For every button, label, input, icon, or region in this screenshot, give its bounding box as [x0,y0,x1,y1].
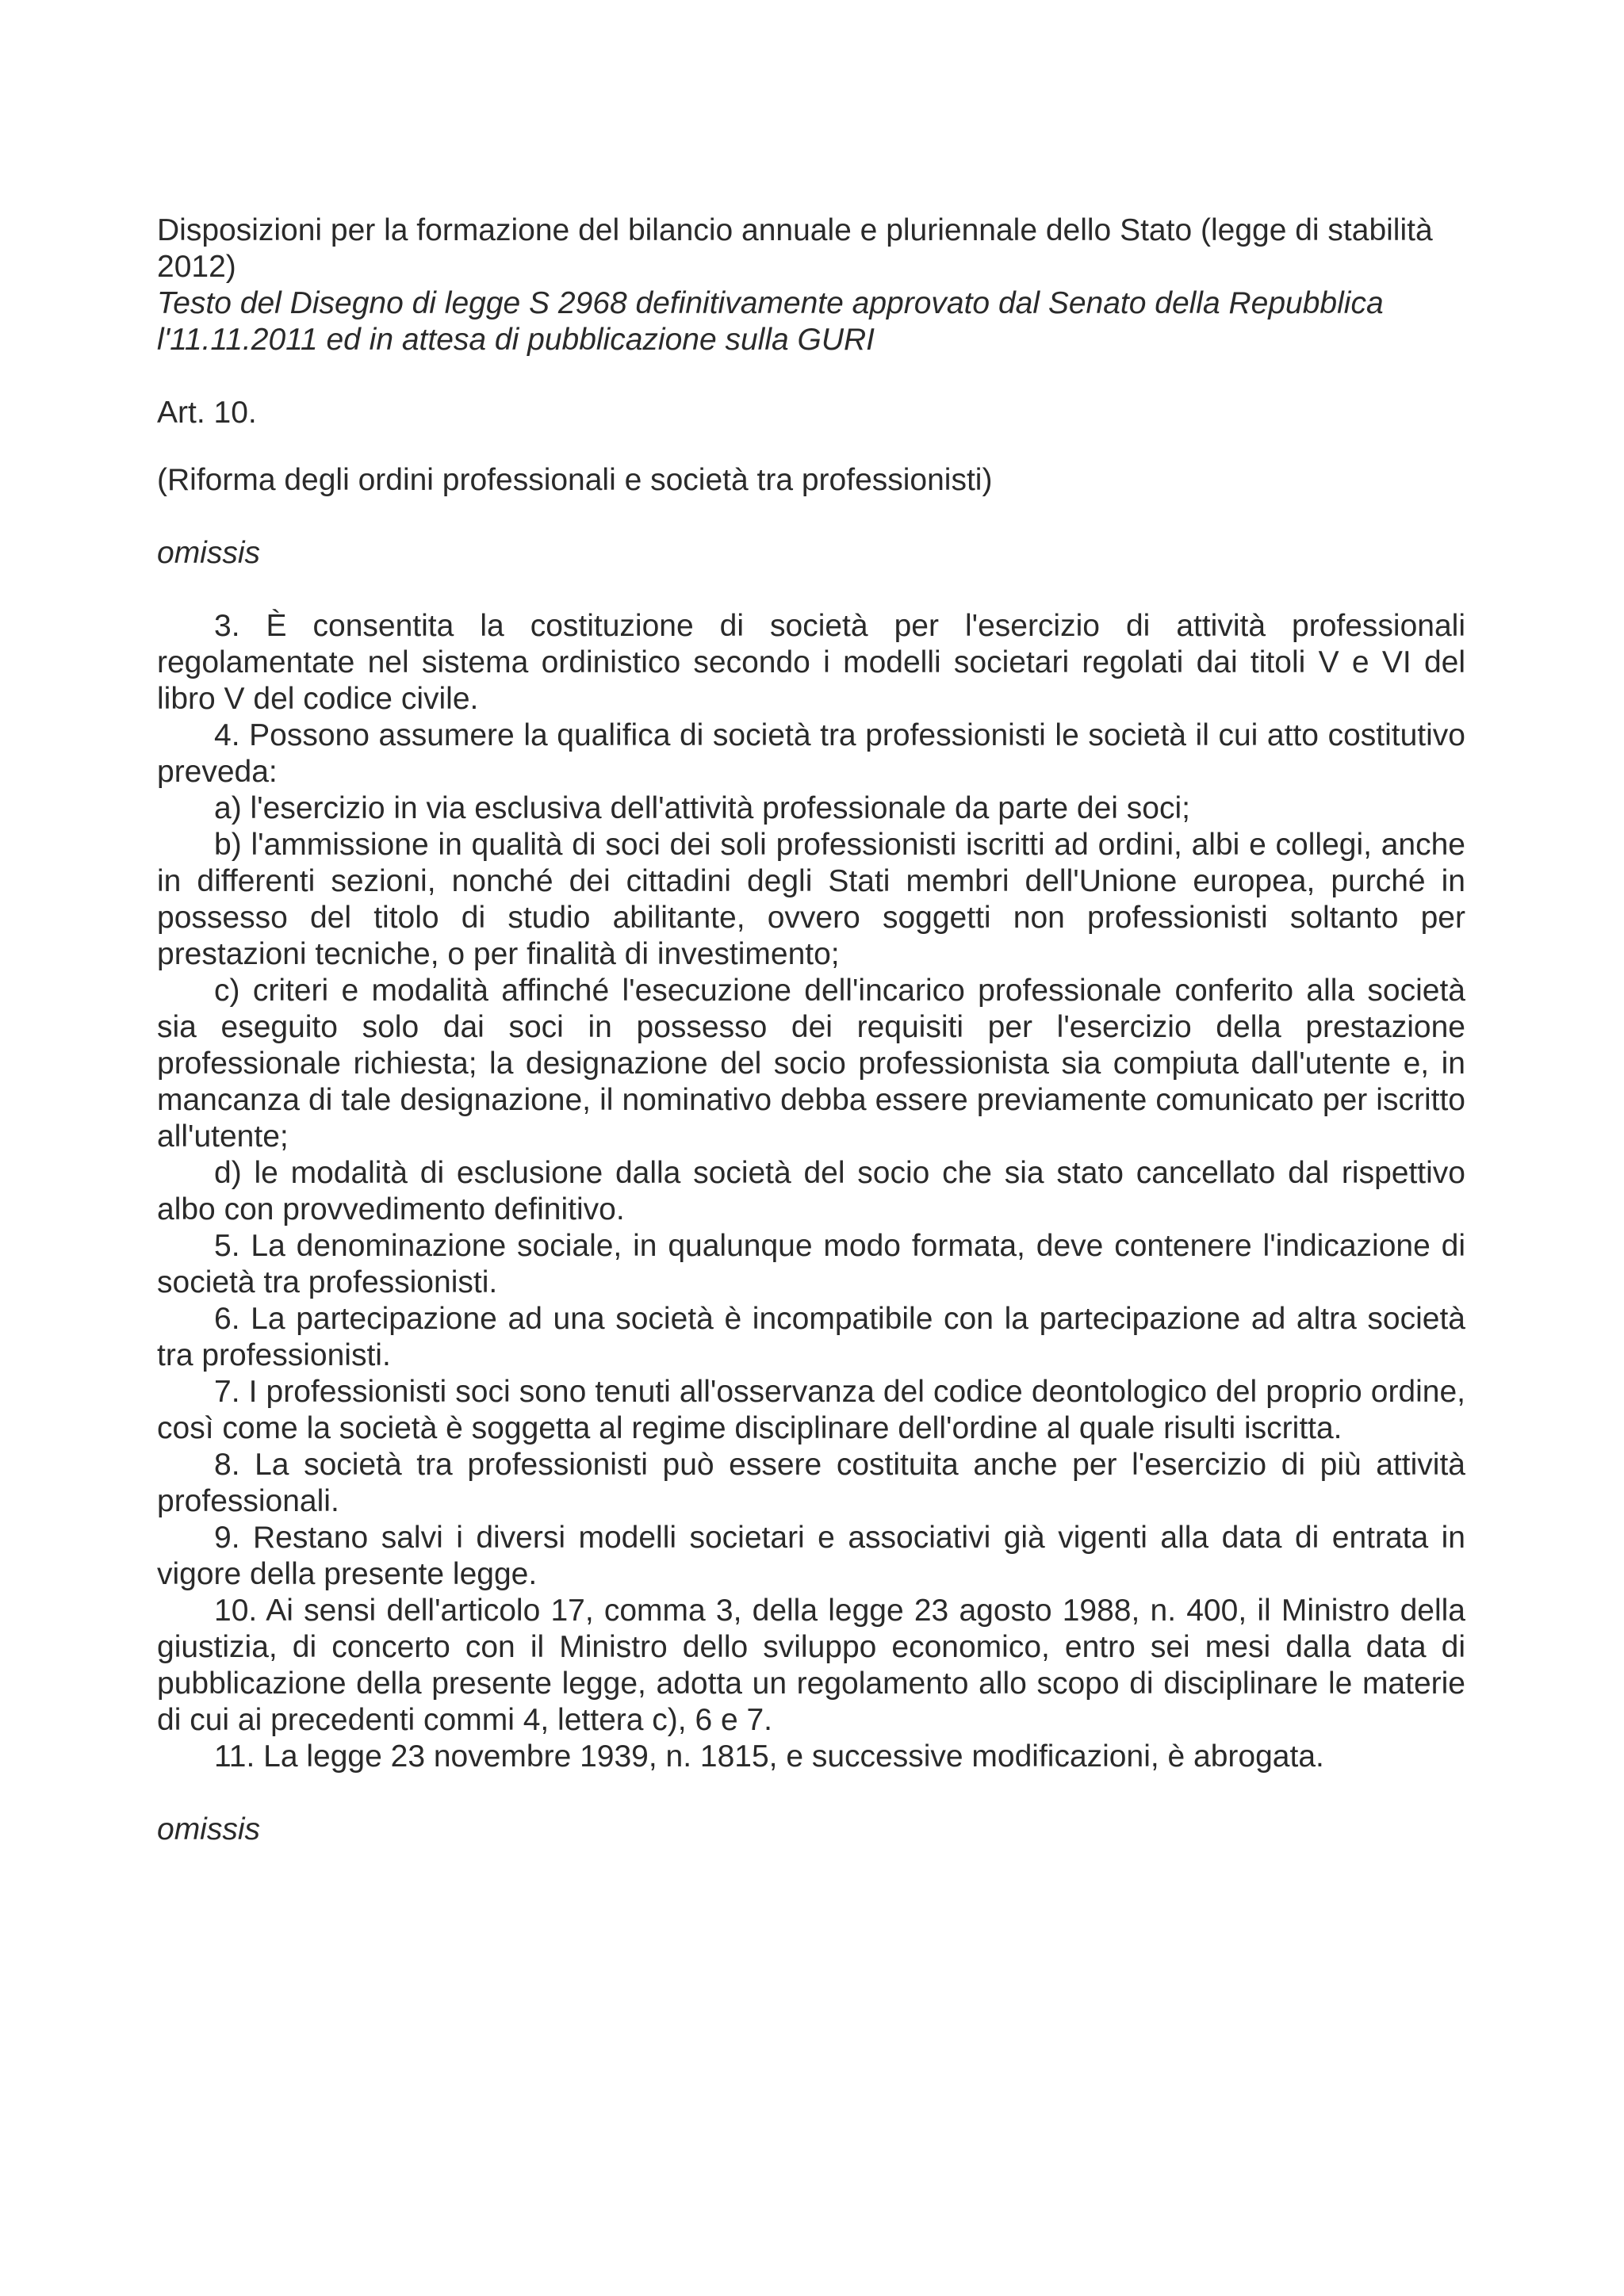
comma-4: 4. Possono assumere la qualifica di società tra professionisti le società il cui atto costitutivo preveda: [157,718,1465,789]
comma-7: 7. I professionisti soci sono tenuti all'osservanza del codice deontologico del proprio ordine, così come la società è soggetta al regime disciplinare dell'ordine al quale risulti iscritta. [157,1375,1465,1445]
comma-5: 5. La denominazione sociale, in qualunque modo formata, deve contenere l'indicazione di società tra professionisti. [157,1229,1465,1299]
comma-11: 11. La legge 23 novembre 1939, n. 1815, e successive modificazioni, è abrogata. [214,1739,1324,1774]
comma-9: 9. Restano salvi i diversi modelli societari e associativi già vigenti alla data di entrata in vigore della presente legge. [157,1521,1465,1591]
article-heading: (Riforma degli ordini professionali e società tra professionisti) [157,463,993,497]
comma-10: 10. Ai sensi dell'articolo 17, comma 3, della legge 23 agosto 1988, n. 400, il Ministro della giustizia, di concerto con il Ministro dello sviluppo economico, entro sei mesi dalla data di pubblicazione della presente legge, adotta un regolamento allo scopo di disciplinare le materie di cui ai precedenti commi 4, lettera c), 6 e 7. [157,1594,1465,1737]
lettera-d: d) le modalità di esclusione dalla società del socio che sia stato cancellato dal rispettivo albo con provvedimento definitivo. [157,1156,1465,1226]
comma-3: 3. È consentita la costituzione di società per l'esercizio di attività professionali regolamentate nel sistema ordinistico secondo i modelli societari regolati dai titoli V e VI del libro V del codice civile. [157,609,1465,716]
document-subtitle: Testo del Disegno di legge S 2968 definitivamente approvato dal Senato della Repubblica l'11.11.2011 ed in attesa di pubblicazione sulla GURI [157,286,1384,357]
comma-8: 8. La società tra professionisti può essere costituita anche per l'esercizio di più attività professionali. [157,1448,1465,1518]
article-heading-block [157,395,1465,499]
omissis-bottom: omissis [157,1812,261,1846]
lettera-a: a) l'esercizio in via esclusiva dell'attività professionale da parte dei soci; [214,791,1190,825]
document-title: Disposizioni per la formazione del bilancio annuale e pluriennale dello Stato (legge di stabilità 2012) [157,213,1433,284]
article-number: Art. 10. [157,396,257,430]
document-header [157,212,1465,358]
lettera-b: b) l'ammissione in qualità di soci dei soli professionisti iscritti ad ordini, albi e collegi, anche in differenti sezioni, nonché dei cittadini degli Stati membri dell'Unione europea, purché in possesso del titolo di studio abilitante, ovvero soggetti non professionisti soltanto per prestazioni tecniche, o per finalità di investimento; [157,828,1465,971]
omissis-top: omissis [157,536,261,570]
comma-6: 6. La partecipazione ad una società è incompatibile con la partecipazione ad altra società tra professionisti. [157,1302,1465,1372]
document-page [157,212,1465,1879]
article-body [157,608,1465,1775]
lettera-c: c) criteri e modalità affinché l'esecuzione dell'incarico professionale conferito alla società sia eseguito solo dai soci in possesso dei requisiti per l'esercizio della prestazione professionale richiesta; la designazione del socio professionista sia compiuta dall'utente e, in mancanza di tale designazione, il nominativo debba essere previamente comunicato per iscritto all'utente; [157,974,1465,1154]
